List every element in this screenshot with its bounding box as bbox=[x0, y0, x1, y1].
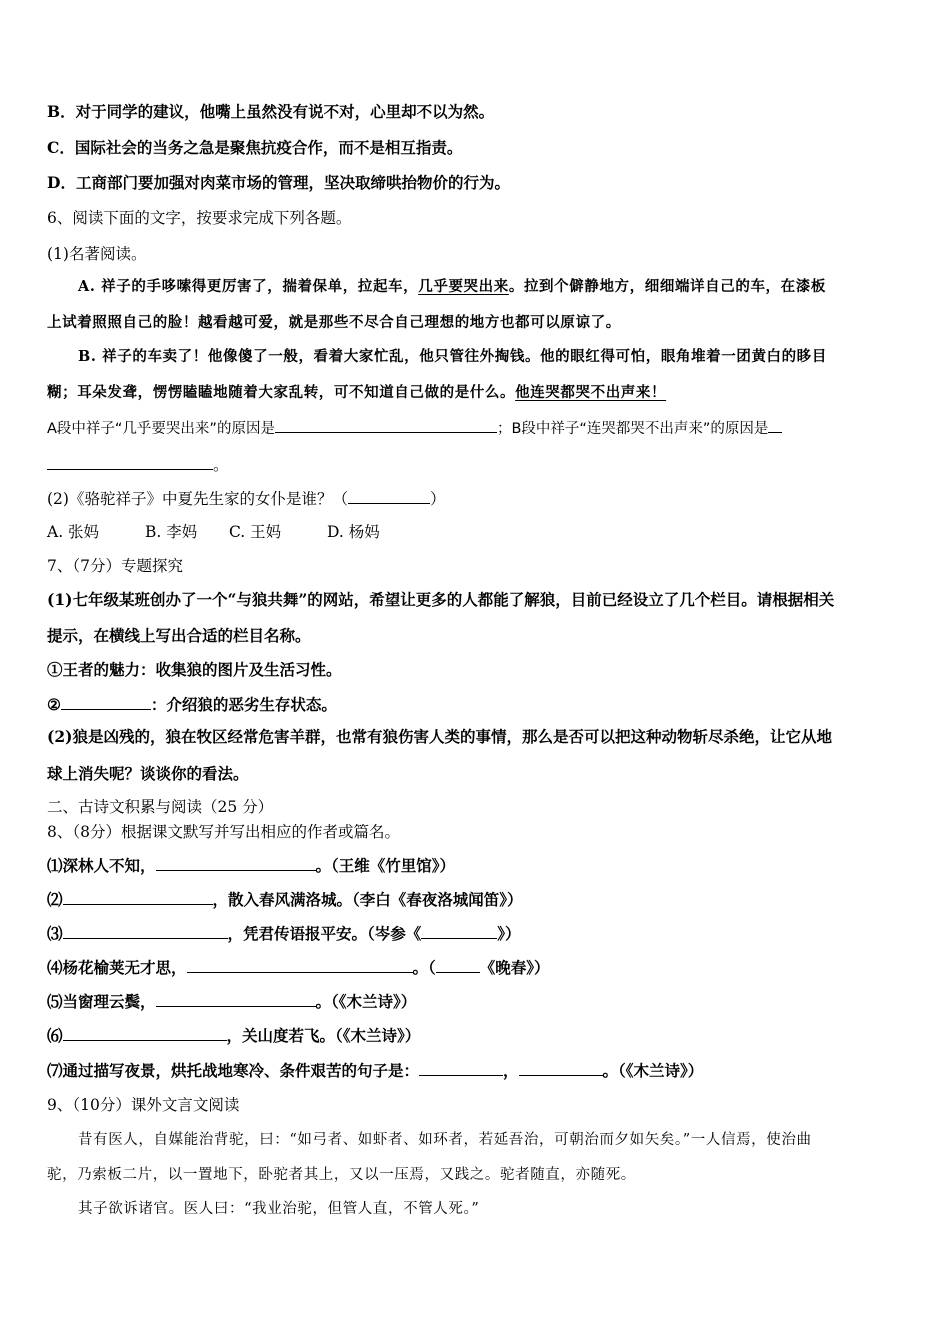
underlined-phrase: 他连哭都哭不出声来！ bbox=[515, 384, 667, 401]
choice-b: B. 李妈 bbox=[145, 523, 198, 541]
answer-blank[interactable] bbox=[187, 957, 413, 973]
answer-blank[interactable] bbox=[436, 957, 480, 973]
answer-blank[interactable] bbox=[421, 923, 497, 939]
answer-blank[interactable] bbox=[275, 417, 497, 433]
option-c bbox=[47, 138, 462, 158]
q8-line5: ⑸当窗理云鬓， 。（《木兰诗》） bbox=[47, 992, 417, 1011]
answer-blank[interactable] bbox=[63, 1025, 227, 1041]
q8-line7: ⑺通过描写夜景，烘托战地寒冷、条件艰苦的句子是： ， 。（《木兰诗》） bbox=[47, 1061, 704, 1080]
passage-a-line2: 上试着照照自己的脸！越看越可爱，就是那些不尽合自己理想的地方也都可以原谅了。 bbox=[47, 314, 621, 331]
q8-line4: ⑷杨花榆荚无才思， 。（ 《晚春》） bbox=[47, 958, 550, 977]
passage-b-line2: 糊；耳朵发聋，愣愣瞌瞌地随着大家乱转，可不知道自己做的是什么。他连哭都哭不出声来！ bbox=[47, 384, 667, 401]
q9-line1: 昔有医人，自媒能治背驼，曰：“如弓者、如虾者、如环者，若延吾治，可朝治而夕如矢矣。”一人信焉，使治曲 bbox=[78, 1132, 812, 1148]
q8-title: 8、（8分）根据课文默写并写出相应的作者或篇名。 bbox=[47, 823, 400, 841]
q7-p2-line2: 球上消失呢？谈谈你的看法。 bbox=[47, 764, 249, 783]
answer-blank[interactable] bbox=[156, 991, 316, 1007]
q7-p2-line1: (2)狼是凶残的，狼在牧区经常危害羊群，也常有狼伤害人类的事情，那么是否可以把这种动物斩尽杀绝，让它从地 bbox=[47, 727, 832, 746]
answer-blank[interactable] bbox=[61, 694, 151, 710]
q8-line6: ⑹ ，关山度若飞。（《木兰诗》） bbox=[47, 1026, 421, 1045]
underlined-phrase: 几乎要哭出来 bbox=[418, 278, 509, 295]
answer-blank[interactable] bbox=[519, 1060, 603, 1076]
q7-item2: ② ：介绍狼的恶劣生存状态。 bbox=[47, 695, 337, 714]
option-label: D． bbox=[47, 173, 76, 192]
q6-part1-title: (1)名著阅读。 bbox=[47, 245, 147, 263]
q7-p1-line1: (1)七年级某班创办了一个“与狼共舞”的网站，希望让更多的人都能了解狼，目前已经设立了几个栏目。请根据相关 bbox=[47, 590, 835, 609]
q8-line1: ⑴深林人不知， 。（王维《竹里馆》） bbox=[47, 856, 456, 875]
answer-blank[interactable] bbox=[156, 855, 316, 871]
choice-c: C. 王妈 bbox=[229, 523, 282, 541]
answer-blank[interactable] bbox=[63, 923, 228, 939]
option-text: 工商部门要加强对肉菜市场的管理，坚决取缔哄抬物价的行为。 bbox=[75, 173, 510, 192]
option-text: 对于同学的建议，他嘴上虽然没有说不对，心里却不以为然。 bbox=[75, 102, 495, 121]
choice-a: A. 张妈 bbox=[47, 523, 100, 541]
q6-question-line1: A段中祥子“几乎要哭出来”的原因是 ；B段中祥子“连哭都哭不出声来”的原因是 bbox=[47, 417, 782, 439]
section2-title: 二、古诗文积累与阅读（25 分） bbox=[47, 798, 274, 816]
passage-a-line1: A. 祥子的手哆嗦得更厉害了，揣着保单，拉起车，几乎要哭出来。拉到个僻静地方，细细端详自己的车，在漆板 bbox=[78, 278, 826, 295]
q6-title: 6、阅读下面的文字，按要求完成下列各题。 bbox=[47, 209, 352, 227]
q7-p1-line2: 提示，在横线上写出合适的栏目名称。 bbox=[47, 626, 311, 645]
answer-blank[interactable] bbox=[63, 889, 213, 905]
option-b bbox=[47, 102, 494, 122]
passage-b-line1: B. 祥子的车卖了！他像傻了一般，看着大家忙乱，他只管往外掏钱。他的眼红得可怕，眼角堆着一团黄白的眵目 bbox=[78, 348, 827, 365]
q9-title: 9、（10分）课外文言文阅读 bbox=[47, 1096, 240, 1114]
q8-line2: ⑵ ，散入春风满洛城。（李白《春夜洛城闻笛》） bbox=[47, 890, 523, 909]
answer-blank[interactable] bbox=[419, 1060, 503, 1076]
q7-item1: ①王者的魅力：收集狼的图片及生活习性。 bbox=[47, 660, 342, 679]
option-text: 国际社会的当务之急是聚焦抗疫合作，而不是相互指责。 bbox=[74, 138, 463, 157]
choice-d: D. 杨妈 bbox=[327, 523, 380, 541]
answer-blank[interactable] bbox=[47, 454, 213, 470]
option-label: B． bbox=[47, 102, 76, 121]
q9-line2: 驼，乃索板二片，以一置地下，卧驼者其上，又以一压焉，又践之。驼者随直，亦随死。 bbox=[47, 1167, 636, 1183]
q6-question-line2: 。 bbox=[47, 454, 229, 475]
q8-line3: ⑶ ，凭君传语报平安。（岑参《 》） bbox=[47, 924, 521, 943]
q7-title: 7、（7分）专题探究 bbox=[47, 557, 183, 575]
answer-blank[interactable] bbox=[768, 417, 782, 433]
q9-line3: 其子欲诉诸官。医人曰：“我业治驼，但管人直，不管人死。” bbox=[78, 1201, 480, 1217]
option-d bbox=[47, 173, 510, 193]
answer-blank[interactable] bbox=[348, 488, 430, 504]
q6-part2-options bbox=[47, 522, 380, 542]
q6-part2: (2)《骆驼祥子》中夏先生家的女仆是谁？（ ） bbox=[47, 490, 446, 508]
option-label: C． bbox=[47, 138, 75, 157]
